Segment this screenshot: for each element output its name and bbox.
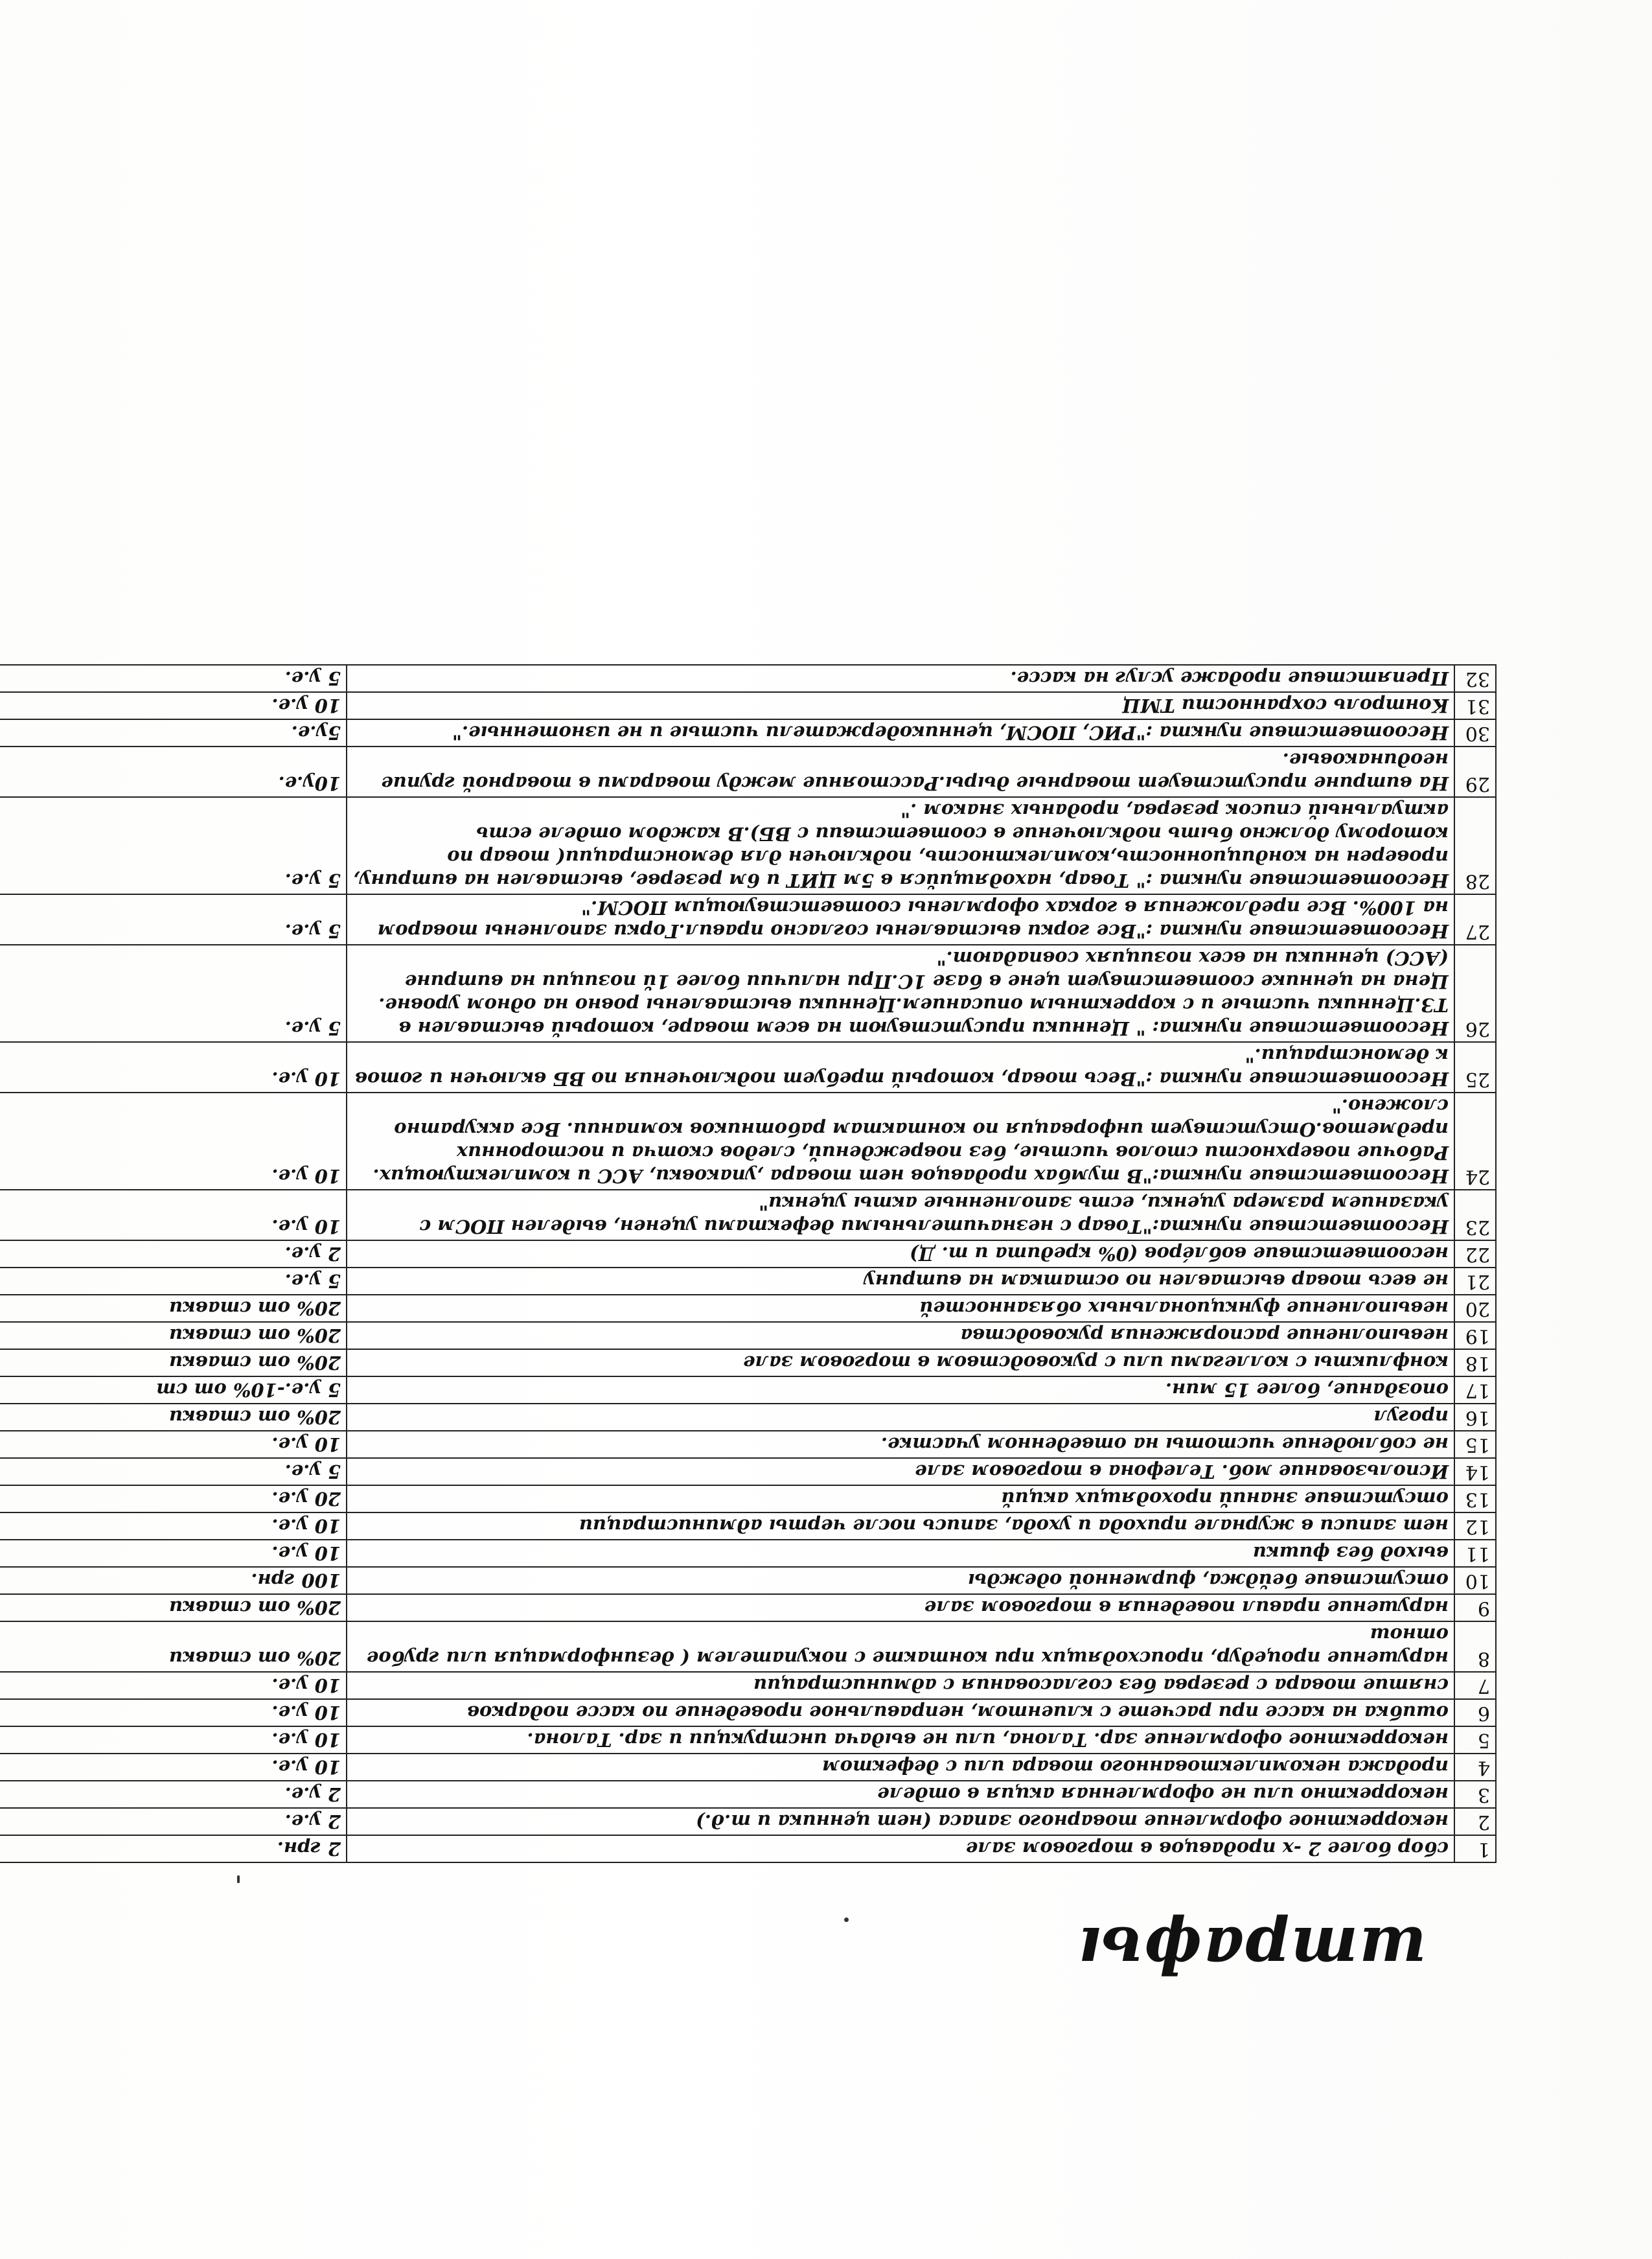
row-number: 13: [1454, 1485, 1496, 1512]
row-number: 23: [1454, 1190, 1496, 1240]
row-number: 7: [1454, 1672, 1496, 1699]
table-row: [0, 1093, 1496, 1190]
table-row: [0, 1835, 1496, 1862]
table-row: [0, 1594, 1496, 1621]
violation-description: продажа некомплектованного товара или с дефектом: [347, 1754, 1454, 1781]
table-row: [0, 1726, 1496, 1754]
row-number: 9: [1454, 1594, 1496, 1621]
fine-amount: 2 у.е.: [0, 1781, 347, 1808]
violation-description: Несоответствие пункта :"Весь товар, который требует подключения по ВБ включен и готов к демонстрации.": [347, 1042, 1454, 1093]
violation-description: отсутствие бейджа, фирменной одежды: [347, 1567, 1454, 1594]
table-row: [0, 894, 1496, 945]
violation-description: конфликты с коллегами или с руководством в торговом зале: [347, 1349, 1454, 1376]
fine-amount: 10 у.е.: [0, 1512, 347, 1540]
table-row: [0, 1567, 1496, 1594]
table-row: [0, 1376, 1496, 1404]
violation-description: некорректное оформление товарного запаса (нет ценника и т.д.): [347, 1808, 1454, 1835]
violation-description: невыполнение функциональных обязанностей: [347, 1295, 1454, 1322]
table-row: [0, 1458, 1496, 1485]
ink-dot: [237, 1875, 240, 1883]
row-number: 4: [1454, 1754, 1496, 1781]
fine-amount: 5 у.е.: [0, 797, 347, 894]
fine-amount: 10 у.е.: [0, 1672, 347, 1699]
violation-description: выход без фишки: [347, 1540, 1454, 1567]
fine-amount: 10 у.е.: [0, 1042, 347, 1093]
table-row: [0, 1808, 1496, 1835]
fine-amount: 10 у.е.: [0, 1726, 347, 1754]
fine-amount: 10 у.е.: [0, 1431, 347, 1458]
violation-description: нарушение процедур, происходящих при контакте с покупателем ( дезинформация или грубое отнош: [347, 1621, 1454, 1672]
row-number: 11: [1454, 1540, 1496, 1567]
row-number: 5: [1454, 1726, 1496, 1754]
table-row: [0, 797, 1496, 894]
violation-description: На витрине присутствует товарные дыры.Расстояние между товарами в товарной групие неодинаковые.: [347, 747, 1454, 797]
violation-description: некорректно или не оформленная акция в отделе: [347, 1781, 1454, 1808]
violation-description: не соблюдение чистоты на отведенном участке.: [347, 1431, 1454, 1458]
fine-amount: 10 у.е.: [0, 1540, 347, 1567]
table-row: [0, 665, 1496, 692]
table-row: [0, 1404, 1496, 1431]
row-number: 17: [1454, 1376, 1496, 1404]
table-row: [0, 1042, 1496, 1093]
row-number: 16: [1454, 1404, 1496, 1431]
fine-amount: 20 у.е.: [0, 1485, 347, 1512]
violation-description: не весь товар выставлен по остаткам на витрину: [347, 1268, 1454, 1295]
fine-amount: 2 у.е.: [0, 1808, 347, 1835]
row-number: 21: [1454, 1268, 1496, 1295]
row-number: 19: [1454, 1322, 1496, 1349]
row-number: 8: [1454, 1621, 1496, 1672]
row-number: 24: [1454, 1093, 1496, 1190]
table-row: [0, 1621, 1496, 1672]
violation-description: опоздание, более 15 мин.: [347, 1376, 1454, 1404]
table-row: [0, 1781, 1496, 1808]
table-row: [0, 1190, 1496, 1240]
violation-description: сбор более 2 -х продавцов в торговом зале: [347, 1835, 1454, 1862]
fine-amount: 20% от ставки: [0, 1349, 347, 1376]
violation-description: Несоответствие пункта:"В тумбах продавцов нет товара ,упаковки, АСС и комплектующих. Рабочие поверхности столов чистые, без повреждений, следов скотча и посторонних предметов.Отсутствует инфорвация по контактам работников компании. Все аккуратно сложено.": [347, 1093, 1454, 1190]
table-row: [0, 1268, 1496, 1295]
row-number: 26: [1454, 945, 1496, 1042]
row-number: 22: [1454, 1240, 1496, 1268]
ink-dot: [844, 1917, 849, 1922]
row-number: 14: [1454, 1458, 1496, 1485]
table-row: [0, 1672, 1496, 1699]
table-row: [0, 1322, 1496, 1349]
fine-amount: 100 грн.: [0, 1567, 347, 1594]
table-row: [0, 719, 1496, 747]
row-number: 15: [1454, 1431, 1496, 1458]
violation-description: ошибка на кассе при расчете с клиентом, неправильное проведение по кассе подарков: [347, 1699, 1454, 1726]
table-row: [0, 1512, 1496, 1540]
fine-amount: 5 у.е.: [0, 665, 347, 692]
row-number: 28: [1454, 797, 1496, 894]
fine-amount: 20% от ставки: [0, 1594, 347, 1621]
fine-amount: 2 у.е.: [0, 1240, 347, 1268]
fine-amount: 5 у.е.-10% от ст: [0, 1376, 347, 1404]
violation-description: Несоответствие пункта:"Товар с незначительными дефектами уценен, выделен ПОСм с указанием размера уценки, есть заполненные акты уценки": [347, 1190, 1454, 1240]
table-row: [0, 692, 1496, 719]
violation-description: снятие товара с резерва без согласования с администрации: [347, 1672, 1454, 1699]
violation-description: Несоответствие пункта: " Ценники присутствуют на всем товаре, который выставлен в ТЗ.Ценники чистые и с корректным описанием.Ценники выставлены ровно на одном уровне. Цена на ценнике соответствует цене в базе 1С.При наличии более 1й позиции на витрине (АСС) ценники на всех позициях совпадают.": [347, 945, 1454, 1042]
row-number: 18: [1454, 1349, 1496, 1376]
violation-description: Использование моб. Телефона в торговом зале: [347, 1458, 1454, 1485]
violation-description: Несоответствие пункта :"Все горки выставлены согласно правил.Горки заполнены товаром на 100%. Все предложения в горках оформлены соответствующим ПОСМ.": [347, 894, 1454, 945]
table-row: [0, 1349, 1496, 1376]
table-row: [0, 945, 1496, 1042]
violation-description: Несоответствие пункта :" Товар, находящийся в 5м ЦИТ и 6м резерве, выставлен на витрину, проверен на кондиционность,комплектность, подключен для демонстрации( товар по которому должно быть подключение в соответствии с ВБ).В каждом отделе есть актуальный список резерва, проданых знаком .": [347, 797, 1454, 894]
violation-description: нет записи в журнале прихода и ухода, запись после черты администрации: [347, 1512, 1454, 1540]
fine-amount: 10 у.е.: [0, 1093, 347, 1190]
row-number: 27: [1454, 894, 1496, 945]
fine-amount: 20% от ставки: [0, 1621, 347, 1672]
row-number: 12: [1454, 1512, 1496, 1540]
row-number: 6: [1454, 1699, 1496, 1726]
violation-description: Препятствие продаже услуг на кассе.: [347, 665, 1454, 692]
table-row: [0, 747, 1496, 797]
fine-amount: 5 у.е.: [0, 1268, 347, 1295]
fine-amount: 20% от ставки: [0, 1322, 347, 1349]
fine-amount: 5 у.е.: [0, 1458, 347, 1485]
row-number: 32: [1454, 665, 1496, 692]
fine-amount: 20% от ставки: [0, 1295, 347, 1322]
violation-description: отсутствие знаний проходящих акций: [347, 1485, 1454, 1512]
fine-amount: 10 у.е.: [0, 692, 347, 719]
table-row: [0, 1295, 1496, 1322]
fines-table: [0, 664, 1497, 1863]
fine-amount: 5 у.е.: [0, 945, 347, 1042]
row-number: 1: [1454, 1835, 1496, 1862]
fine-amount: 2 грн.: [0, 1835, 347, 1862]
fine-amount: 10 у.е.: [0, 1190, 347, 1240]
row-number: 30: [1454, 719, 1496, 747]
table-row: [0, 1540, 1496, 1567]
violation-description: нарушение правил поведения в торговом зале: [347, 1594, 1454, 1621]
fine-amount: 5 у.е.: [0, 894, 347, 945]
fine-amount: 10 у.е.: [0, 1699, 347, 1726]
violation-description: Несоответствие пункта :"РИС, ПОСМ, ценникодержатели чистые и не изнотенные.": [347, 719, 1454, 747]
row-number: 20: [1454, 1295, 1496, 1322]
fine-amount: 5у.е.: [0, 719, 347, 747]
violation-description: Контроль сохранности ТМЦ: [347, 692, 1454, 719]
page-title: штрафы: [1077, 1912, 1427, 1987]
row-number: 29: [1454, 747, 1496, 797]
fine-amount: 10 у.е.: [0, 1754, 347, 1781]
fine-amount: 20% от ставки: [0, 1404, 347, 1431]
violation-description: несоответствие вобле́ров (0% кредита и т. Д): [347, 1240, 1454, 1268]
fines-table-body: [0, 665, 1496, 1862]
violation-description: невыполнение распоряжения руководства: [347, 1322, 1454, 1349]
table-row: [0, 1431, 1496, 1458]
fine-amount: 10у.е.: [0, 747, 347, 797]
row-number: 31: [1454, 692, 1496, 719]
violation-description: прогул: [347, 1404, 1454, 1431]
row-number: 3: [1454, 1781, 1496, 1808]
violation-description: некорректное оформление зар. Талона, или не выдача инструкции и зар. Талона.: [347, 1726, 1454, 1754]
row-number: 10: [1454, 1567, 1496, 1594]
table-row: [0, 1699, 1496, 1726]
table-row: [0, 1485, 1496, 1512]
table-row: [0, 1754, 1496, 1781]
row-number: 2: [1454, 1808, 1496, 1835]
table-row: [0, 1240, 1496, 1268]
row-number: 25: [1454, 1042, 1496, 1093]
